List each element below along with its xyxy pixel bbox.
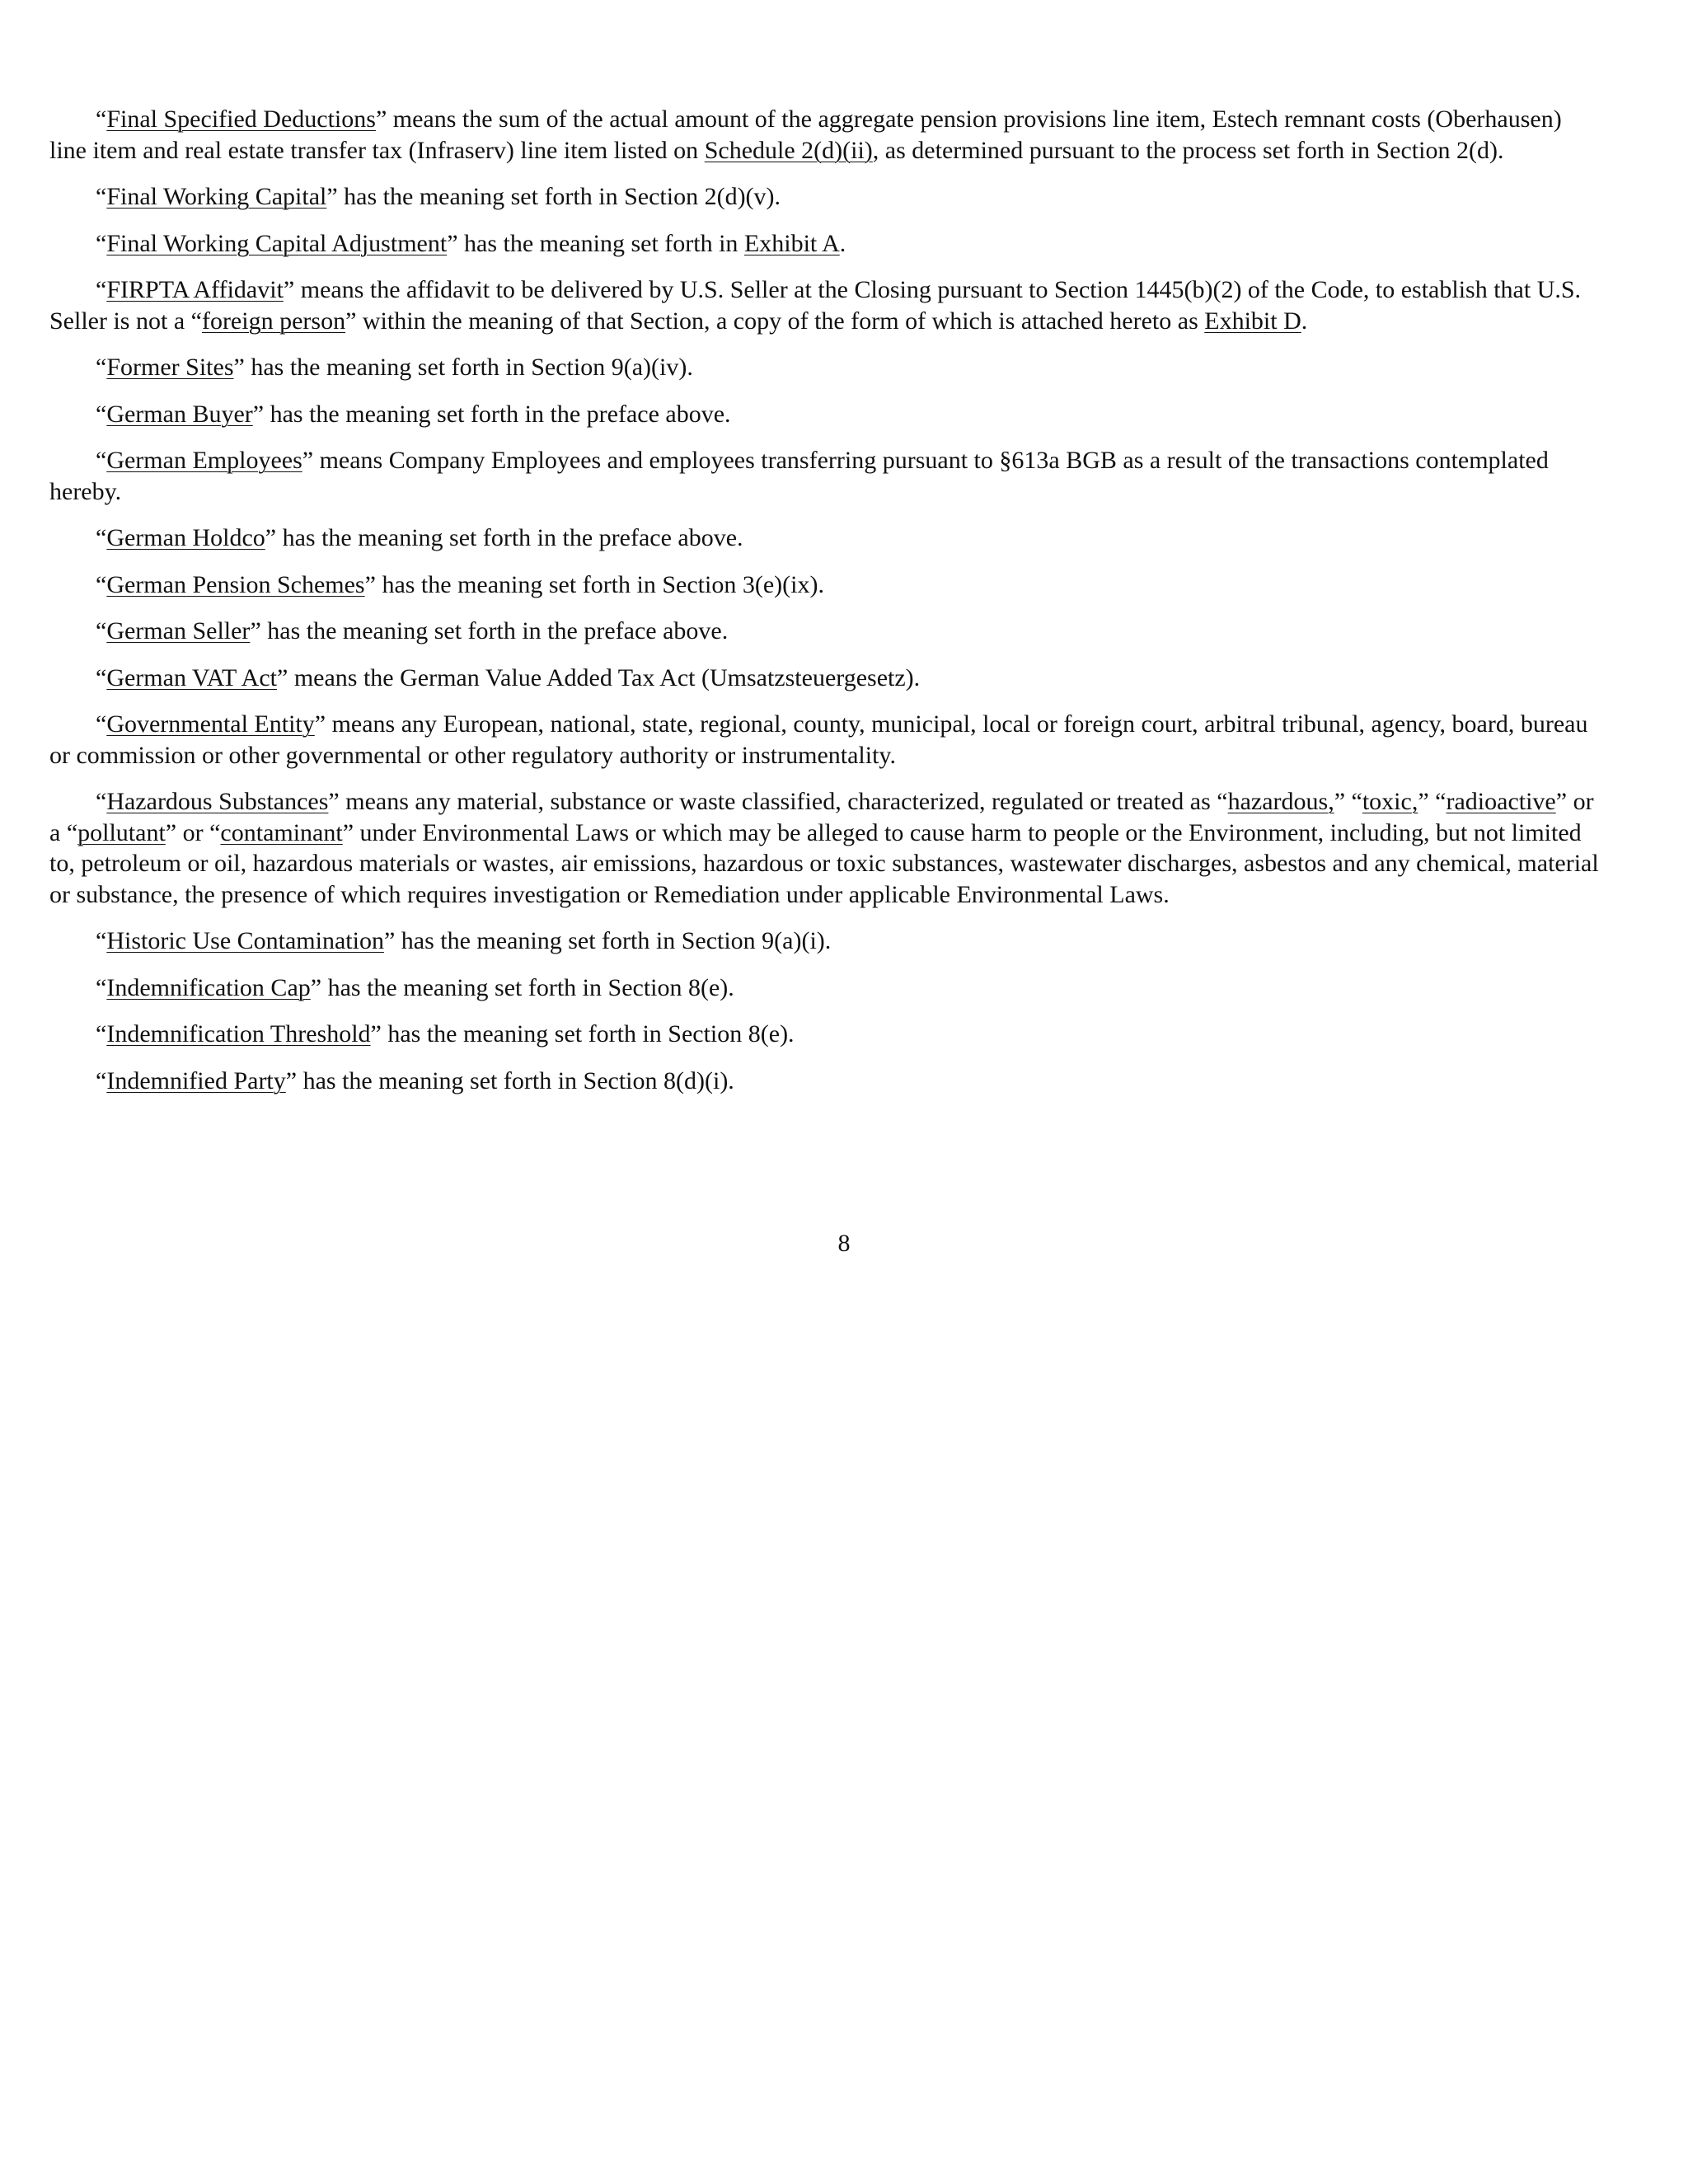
close-quote: ” (314, 710, 326, 738)
close-quote: ” (447, 229, 458, 257)
definition-text: has the meaning set forth in the preface above. (276, 524, 743, 551)
defined-term: Indemnified Party (106, 1066, 286, 1094)
open-quote: “ (96, 973, 107, 1001)
definition-text: ” under Environmental Laws or which may be alleged to cause harm to people or the Environment, including, but not limited to, petroleum or oil, hazardous materials or wastes, air emissions, hazardous or toxic substances, wastewater discharges, asbestos and any chemical, material or substance, the presence of which requires investigation or Remediation under applicable Environmental Laws. (49, 818, 1599, 908)
definition-text: ” “ (1334, 788, 1362, 815)
close-quote: ” (326, 183, 338, 210)
defined-term: FIRPTA Affidavit (106, 276, 284, 303)
defined-term: German Buyer (106, 400, 253, 428)
open-quote: “ (96, 617, 107, 644)
open-quote: “ (96, 788, 107, 815)
exhibit-reference: Exhibit A (743, 229, 840, 257)
open-quote: “ (96, 663, 107, 691)
page-number: 8 (837, 1230, 851, 1257)
open-quote: “ (96, 354, 107, 381)
definition-german-vat-act (49, 663, 1599, 694)
quoted-term: hazardous, (1227, 788, 1334, 815)
definition-text: has the meaning set forth in Section 8(d)(i). (297, 1066, 734, 1094)
definition-indemnified-party (49, 1066, 1599, 1097)
close-quote: ” (285, 1066, 298, 1094)
definition-text: means any material, substance or waste classified, characterized, regulated or treated as “ (339, 788, 1228, 815)
close-quote: ” (252, 400, 265, 428)
definition-german-pension-schemes (49, 569, 1599, 601)
open-quote: “ (96, 1020, 107, 1047)
defined-term: Former Sites (106, 354, 234, 381)
definition-text: ” within the meaning of that Section, a copy of the form of which is attached hereto as (345, 307, 1205, 335)
defined-term: German Holdco (106, 524, 265, 551)
open-quote: “ (96, 927, 107, 954)
definition-german-holdco (49, 523, 1599, 554)
open-quote: “ (96, 1066, 107, 1094)
definition-text: has the meaning set forth in Section 8(e). (321, 973, 734, 1001)
definition-final-working-capital-adjustment (49, 228, 1599, 260)
close-quote: ” (310, 973, 322, 1001)
definition-text: means the German Value Added Tax Act (Umsatzsteuergesetz). (288, 663, 921, 691)
defined-term: Indemnification Threshold (106, 1020, 371, 1047)
open-quote: “ (96, 276, 107, 303)
open-quote: “ (96, 183, 107, 210)
definition-historic-use-contamination (49, 926, 1599, 957)
definition-text: means the affidavit to be delivered by U.S. Seller at the Closing pursuant to Section 1445(b)(2) of the Code, to establish that U.S. Seller is not a “ (49, 276, 1582, 335)
definition-former-sites (49, 352, 1599, 383)
close-quote: ” (375, 105, 387, 133)
open-quote: “ (96, 570, 107, 598)
close-quote: ” (250, 617, 261, 644)
open-quote: “ (96, 229, 107, 257)
close-quote: ” (277, 663, 288, 691)
schedule-reference: Schedule 2(d)(ii) (704, 136, 873, 164)
defined-term: Hazardous Substances (106, 788, 329, 815)
open-quote: “ (96, 400, 107, 428)
quoted-term: radioactive (1446, 788, 1556, 815)
definition-text: ” or “ (165, 818, 221, 846)
close-quote: ” (233, 354, 245, 381)
close-quote: ” (302, 447, 314, 474)
definition-text: has the meaning set forth in Section 8(e). (381, 1020, 795, 1047)
definition-governmental-entity (49, 709, 1599, 771)
definition-hazardous-substances (49, 786, 1599, 910)
definition-text: , as determined pursuant to the process set forth in Section 2(d). (872, 136, 1504, 164)
definition-german-employees (49, 445, 1599, 507)
definition-text: has the meaning set forth in Section 2(d)(v). (337, 183, 781, 210)
definition-text: means any European, national, state, regional, county, municipal, local or foreign court, arbitral tribunal, agency, board, bureau or commission or other governmental or other regulatory authority or instrumentality. (49, 710, 1588, 769)
defined-term: Final Working Capital Adjustment (106, 229, 448, 257)
definition-text: ” “ (1418, 788, 1447, 815)
close-quote: ” (383, 927, 396, 954)
defined-term: German VAT Act (106, 663, 277, 691)
definition-german-buyer (49, 399, 1599, 430)
open-quote: “ (96, 447, 107, 474)
open-quote: “ (96, 710, 107, 738)
close-quote: ” (283, 276, 295, 303)
definition-german-seller (49, 616, 1599, 647)
definition-firpta-affidavit (49, 274, 1599, 336)
definition-final-working-capital (49, 181, 1599, 213)
definition-text: means the sum of the actual amount of the aggregate pension provisions line item, Estech remnant costs (Oberhausen) line item and real estate transfer tax (Infraserv) line item listed on (49, 105, 1562, 164)
defined-term: Governmental Entity (106, 710, 315, 738)
definition-text: . (1301, 307, 1308, 335)
definition-indemnification-threshold (49, 1019, 1599, 1050)
defined-term: Final Working Capital (106, 183, 327, 210)
exhibit-reference: Exhibit D (1204, 307, 1301, 335)
definition-text: has the meaning set forth in Section 9(a)(iv). (244, 354, 693, 381)
definition-text: has the meaning set forth in the preface above. (264, 400, 731, 428)
defined-term: German Pension Schemes (106, 570, 365, 598)
defined-term: Historic Use Contamination (106, 927, 384, 954)
quoted-term: toxic, (1362, 788, 1418, 815)
definition-indemnification-cap (49, 972, 1599, 1004)
close-quote: ” (328, 788, 340, 815)
defined-term: Final Specified Deductions (106, 105, 376, 133)
definition-text: means Company Employees and employees transferring pursuant to §613a BGB as a result of the transactions contemplated hereby. (49, 447, 1549, 505)
quoted-term: contaminant (220, 818, 343, 846)
close-quote: ” (364, 570, 376, 598)
document-page (49, 104, 1599, 1112)
definition-final-specified-deductions (49, 104, 1599, 166)
quoted-term: foreign person (201, 307, 346, 335)
definition-text: has the meaning set forth in Section 9(a)(i). (395, 927, 832, 954)
close-quote: ” (265, 524, 277, 551)
quoted-term: pollutant (77, 818, 166, 846)
definition-text: ” or a “ (49, 788, 1594, 846)
defined-term: German Seller (106, 617, 251, 644)
definition-text: has the meaning set forth in Section 3(e)(ix). (375, 570, 824, 598)
definition-text: has the meaning set forth in the preface above. (260, 617, 729, 644)
close-quote: ” (370, 1020, 382, 1047)
defined-term: German Employees (106, 447, 302, 474)
open-quote: “ (96, 105, 107, 133)
open-quote: “ (96, 524, 107, 551)
definition-text: has the meaning set forth in (457, 229, 744, 257)
definition-text: . (839, 229, 846, 257)
defined-term: Indemnification Cap (106, 973, 311, 1001)
